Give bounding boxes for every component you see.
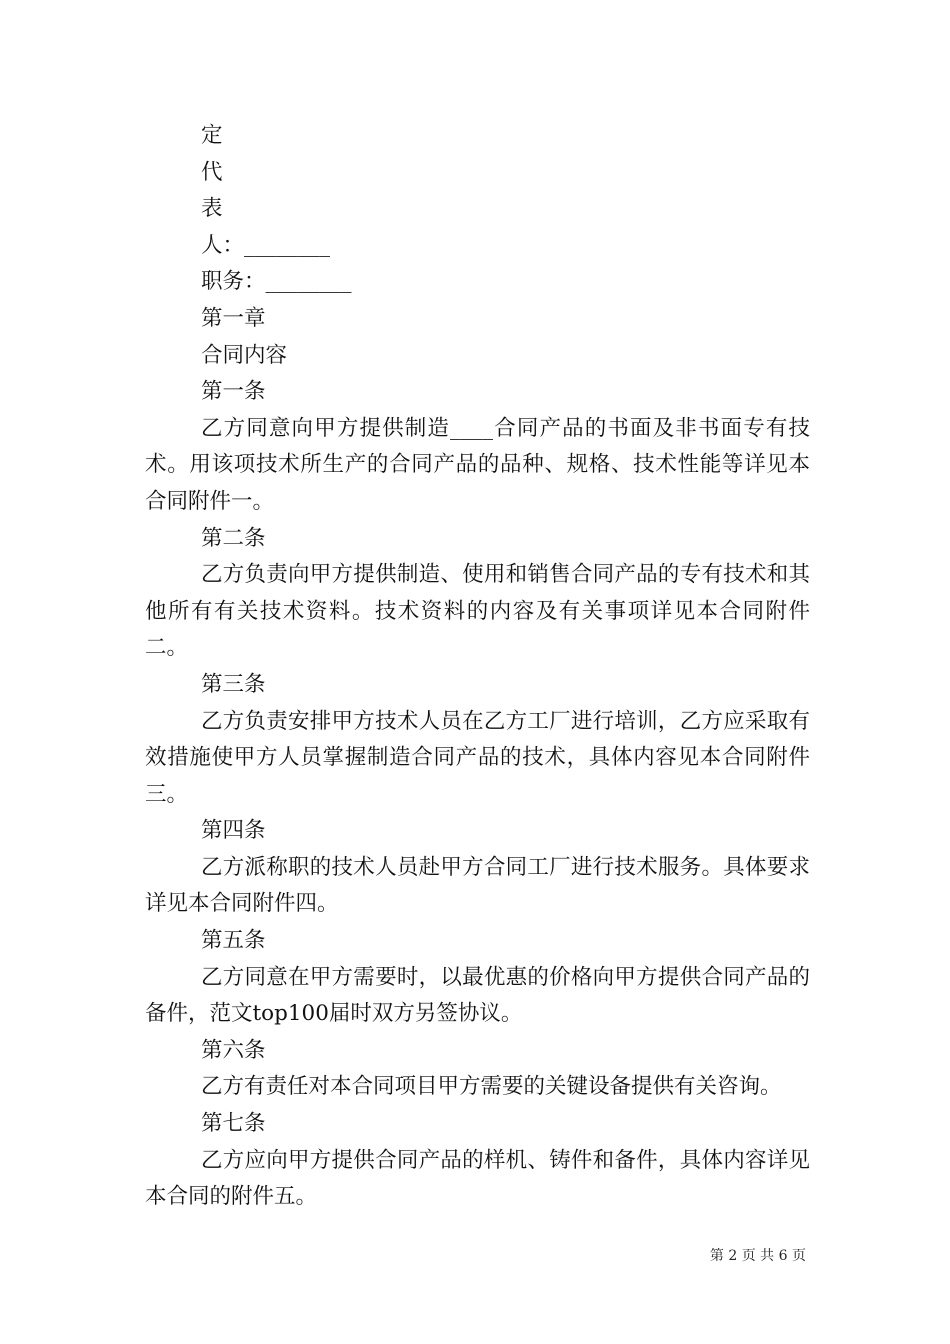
legal-representative-line: 人：________ (201, 232, 331, 258)
article-title: 第六条 (201, 1037, 266, 1063)
article-title: 第五条 (201, 928, 266, 954)
chapter-subtitle: 合同内容 (201, 342, 288, 368)
article-body: 乙方负责安排甲方技术人员在乙方工厂进行培训，乙方应采取有效措施使甲方人员掌握制造合同产品的技术，具体内容见本合同附件三。 (145, 708, 810, 807)
article-title: 第一条 (201, 379, 266, 405)
article-body: 乙方有责任对本合同项目甲方需要的关键设备提供有关咨询。 (201, 1074, 782, 1100)
article-body: 乙方应向甲方提供合同产品的样机、铸件和备件，具体内容详见本合同的附件五。 (145, 1147, 810, 1210)
document-body (145, 118, 810, 1216)
text-line: 定 (201, 123, 223, 148)
article-body: 乙方派称职的技术人员赴甲方合同工厂进行技术服务。具体要求详见本合同附件四。 (145, 854, 810, 917)
article-title: 第四条 (201, 818, 266, 844)
article-body: 乙方同意向甲方提供制造____合同产品的书面及非书面专有技术。用该项技术所生产的合同产品的品种、规格、技术性能等详见本合同附件一。 (145, 415, 810, 514)
chapter-title: 第一章 (201, 305, 266, 331)
article-body: 乙方负责向甲方提供制造、使用和销售合同产品的专有技术和其他所有有关技术资料。技术资料的内容及有关事项详见本合同附件二。 (145, 562, 810, 661)
article-body: 乙方同意在甲方需要时，以最优惠的价格向甲方提供合同产品的备件，范文top100届时双方另签协议。 (145, 964, 810, 1027)
text-line: 代 (201, 159, 223, 185)
article-title: 第二条 (201, 525, 266, 551)
position-line: 职务：________ (201, 269, 352, 295)
article-title: 第三条 (201, 671, 266, 697)
article-title: 第七条 (201, 1111, 266, 1137)
text-line: 表 (201, 196, 223, 222)
page-number: 第 2 页 共 6 页 (709, 1248, 806, 1264)
